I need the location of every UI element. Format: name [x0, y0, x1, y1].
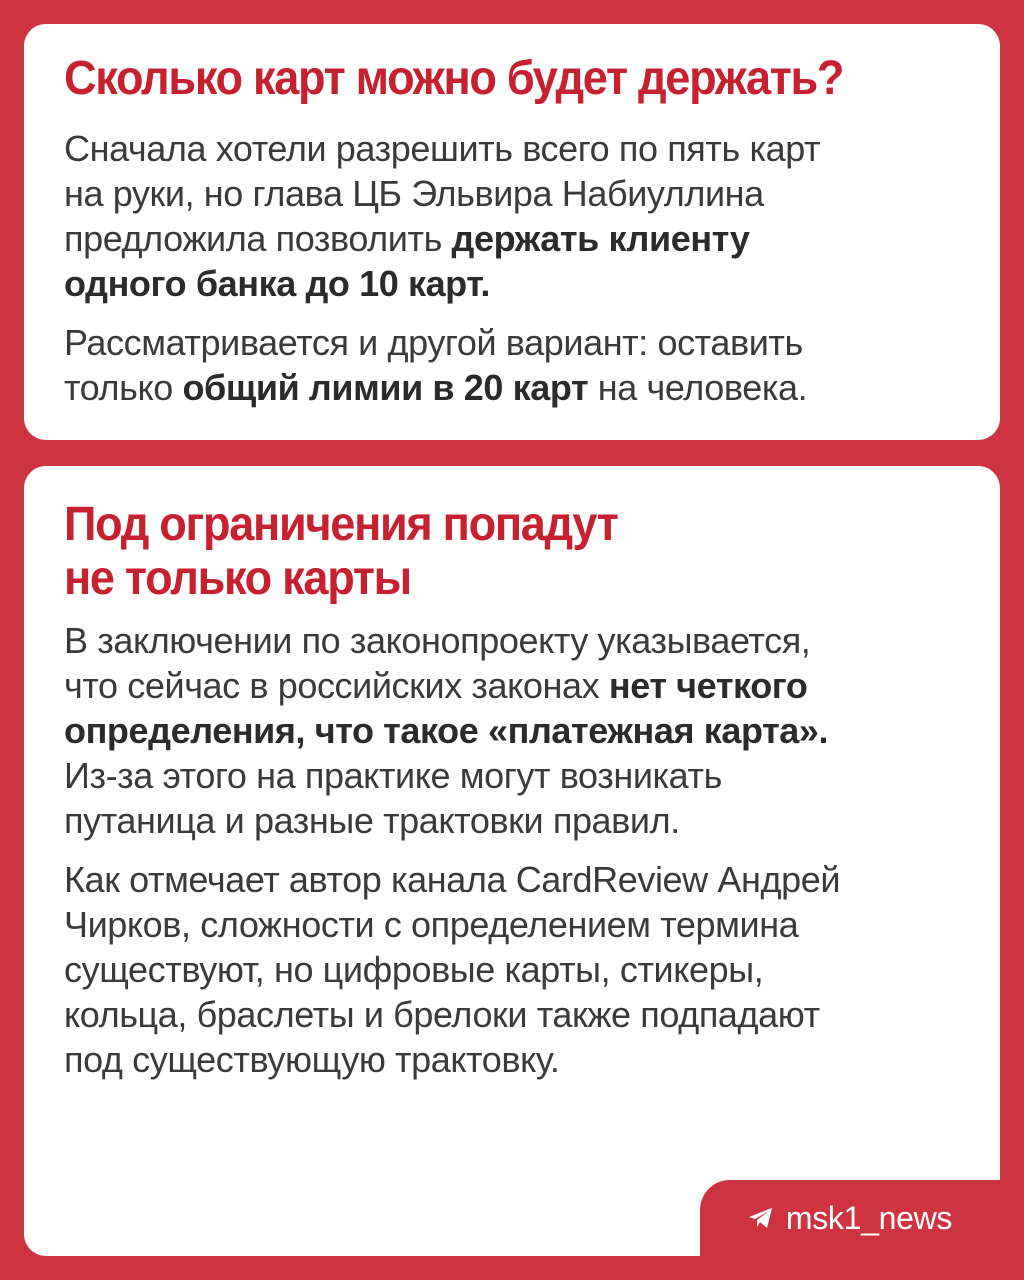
text-plain: что сейчас в российских законах — [64, 665, 609, 706]
card-limit-paragraph-2 — [64, 320, 960, 410]
text-line — [64, 365, 960, 410]
text-line: под существующую трактовку. — [64, 1039, 560, 1080]
text-line: Как отмечает автор канала CardReview Андрей — [64, 859, 841, 900]
restrictions-paragraph-1 — [64, 618, 960, 843]
text-bold: общий лимии в 20 карт — [182, 367, 589, 408]
text-line — [64, 663, 960, 708]
text-line: на руки, но глава ЦБ Эльвира Набиуллина — [64, 173, 764, 214]
heading-line: Под ограничения попадут — [64, 498, 618, 551]
card-card-limit — [24, 24, 1000, 440]
text-bold: определения, что такое «платежная карта». — [64, 710, 829, 751]
text-line — [64, 708, 960, 753]
text-bold: держать клиенту — [451, 218, 750, 259]
text-line: Рассматривается и другой вариант: оставить — [64, 322, 803, 363]
card-limit-heading: Сколько карт можно будет держать? — [64, 52, 844, 105]
telegram-plane-icon — [748, 1206, 774, 1230]
text-line: В заключении по законопроекту указывается, — [64, 620, 811, 661]
restrictions-heading — [64, 498, 906, 606]
channel-handle: msk1_news — [785, 1199, 953, 1236]
text-line: Сначала хотели разрешить всего по пять карт — [64, 128, 821, 169]
text-line: Из-за этого на практике могут возникать — [64, 755, 722, 796]
text-plain: только — [64, 367, 183, 408]
text-line: кольца, браслеты и брелоки также подпадают — [64, 994, 820, 1035]
text-bold: нет четкого — [608, 665, 808, 706]
text-line — [64, 261, 960, 306]
card-limit-paragraph-1 — [64, 126, 960, 306]
text-line: существуют, но цифровые карты, стикеры, — [64, 949, 764, 990]
text-bold: одного банка до 10 карт. — [64, 263, 490, 304]
channel-badge[interactable] — [700, 1180, 1000, 1256]
text-plain: предложила позволить — [64, 218, 452, 259]
text-line: Чирков, сложности с определением термина — [64, 904, 799, 945]
restrictions-paragraph-2 — [64, 857, 960, 1082]
card-restrictions — [24, 466, 1000, 1256]
text-plain: на человека. — [588, 367, 808, 408]
text-line — [64, 216, 960, 261]
heading-line: не только карты — [64, 552, 411, 605]
text-line: путаница и разные трактовки правил. — [64, 800, 680, 841]
